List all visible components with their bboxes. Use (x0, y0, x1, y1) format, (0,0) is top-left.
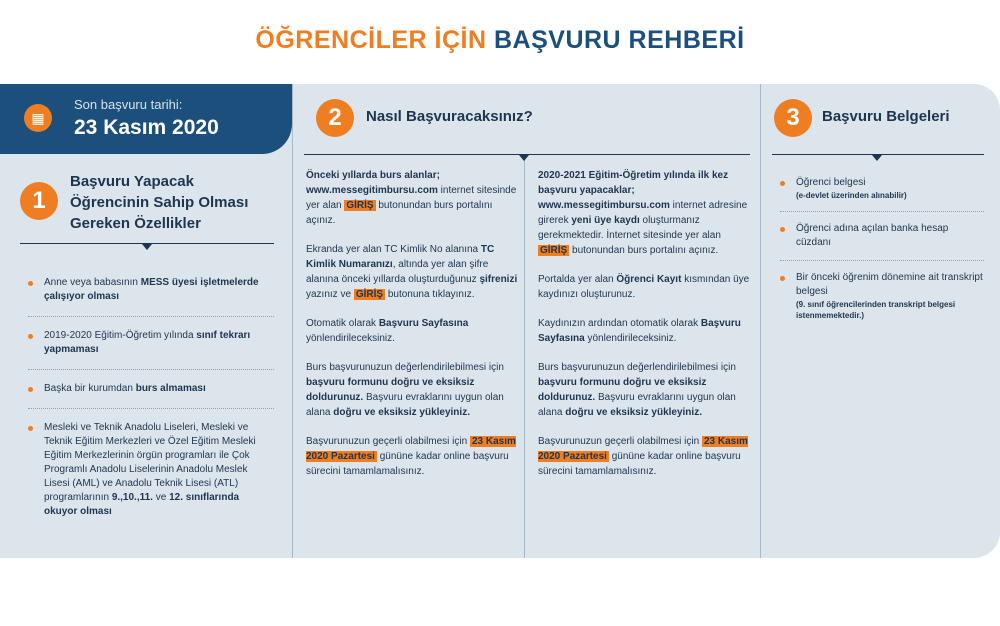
list-item: 2019-2020 Eğitim-Öğretim yılında sınıf tekrarı yapmaması (28, 329, 274, 370)
section-1-number: 1 (20, 182, 58, 220)
caret-icon (519, 155, 529, 161)
paragraph: Başvurunuzun geçerli olabilmesi için 23 Kasım 2020 Pazartesi gününe kadar online başvuru sürecini tamamlamalısınız. (538, 436, 748, 477)
deadline-label: Son başvuru tarihi: (74, 97, 183, 112)
section-2-right-column (538, 168, 752, 493)
section-1-list (28, 276, 274, 543)
paragraph: Otomatik olarak Başvuru Sayfasına yönlendirileceksiniz. (306, 318, 469, 344)
column-separator (760, 84, 761, 558)
caret-icon (872, 155, 882, 161)
deadline-date: 23 Kasım 2020 (74, 116, 219, 139)
paragraph: Ekranda yer alan TC Kimlik No alanına TC Kimlik Numaranızı, altında yer alan şifre alanına önceki yıllarda oluşturduğunuz şifrenizi yazınız ve GİRİŞ butonuna tıklayınız. (306, 244, 518, 300)
deadline-box (0, 84, 292, 154)
section-1-title: Başvuru Yapacak Öğrencinin Sahip Olması Gereken Özellikler (70, 173, 249, 232)
list-item: Bir önceki öğrenim dönemine ait transkript belgesi (9. sınıf öğrencilerinden transkript belgesi istenmemektedir.) (780, 271, 984, 331)
list-item: Anne veya babasının MESS üyesi işletmelerde çalışıyor olması (28, 276, 274, 317)
caret-icon (142, 244, 152, 250)
paragraph: Burs başvurunuzun değerlendirilebilmesi için başvuru formunu doğru ve eksiksiz doldurunuz. Başvuru evraklarını uygun olan alana doğru ve eksiksiz yükleyiniz. (538, 362, 736, 418)
section-3-number: 3 (774, 99, 812, 137)
column-separator (524, 160, 525, 558)
column-separator (292, 84, 293, 558)
page-title (0, 26, 1000, 55)
list-item: Mesleki ve Teknik Anadolu Liseleri, Mesleki ve Teknik Eğitim Merkezleri ve Özel Eğitim Mesleki Eğitim Merkezlerinin örgün programları ile Çok Programlı Anadolu Liselerinin Anadolu Meslek Lisesi (AML) ve Anadolu Teknik Lisesi (ATL) programlarının 9.,10.,11. ve 12. sınıflarında okuyor olması (28, 421, 274, 531)
list-item: Öğrenci belgesi (e-devlet üzerinden alınabilir) (780, 176, 984, 212)
section-2-number: 2 (316, 99, 354, 137)
section-3-title: Başvuru Belgeleri (822, 108, 950, 125)
paragraph: Kaydınızın ardından otomatik olarak Başvuru Sayfasına yönlendirileceksiniz. (538, 318, 741, 344)
list-item: Öğrenci adına açılan banka hesap cüzdanı (780, 222, 984, 261)
title-orange: ÖĞRENCİLER İÇİN (255, 26, 487, 54)
list-item: Başka bir kurumdan burs almaması (28, 382, 274, 409)
paragraph: 2020-2021 Eğitim-Öğretim yılında ilk kez başvuru yapacaklar; www.messegitimbursu.com internet adresine girerek yeni üye kaydı oluşturmanız gerekmektedir. İnternet sitesinde yer alan GİRİŞ butonundan burs portalını açınız. (538, 170, 748, 256)
title-blue: BAŞVURU REHBERİ (493, 26, 745, 54)
section-2-left-column (306, 168, 518, 493)
section-2-title: Nasıl Başvuracaksınız? (366, 108, 533, 125)
paragraph: Portalda yer alan Öğrenci Kayıt kısmından üye kaydınızı oluşturunuz. (538, 274, 750, 300)
paragraph: Burs başvurunuzun değerlendirilebilmesi için başvuru formunu doğru ve eksiksiz doldurunuz. Başvuru evraklarını uygun olan alana doğru ve eksiksiz yükleyiniz. (306, 362, 504, 418)
section-3-list (780, 176, 984, 341)
calendar-icon: ▦ (24, 104, 52, 132)
paragraph: Başvurunuzun geçerli olabilmesi için 23 Kasım 2020 Pazartesi gününe kadar online başvuru sürecini tamamlamalısınız. (306, 436, 516, 477)
paragraph: Önceki yıllarda burs alanlar; www.messegitimbursu.com internet sitesinde yer alan GİRİŞ butonundan burs portalını açınız. (306, 170, 517, 226)
